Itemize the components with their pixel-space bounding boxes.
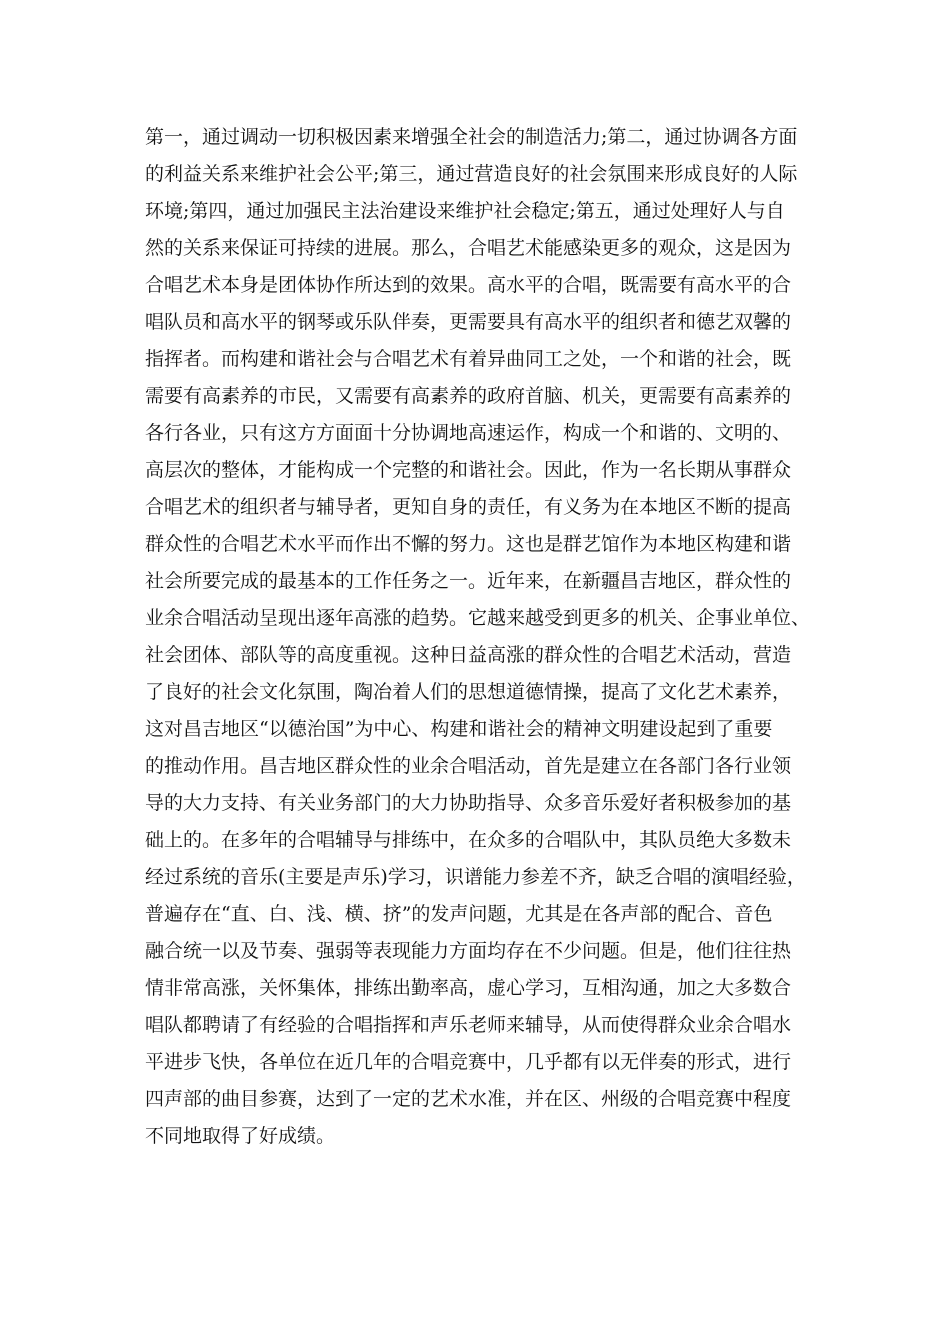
text-line: 各行各业，只有这方方面面十分协调地高速运作，构成一个和谐的、文明的、 (145, 422, 792, 444)
text-line: 社会团体、部队等的高度重视。这种日益高涨的群众性的合唱艺术活动，营造 (145, 644, 792, 666)
text-line: 唱队员和高水平的钢琴或乐队伴奏，更需要具有高水平的组织者和德艺双馨的 (145, 311, 792, 333)
text-line: 高层次的整体，才能构成一个完整的和谐社会。因此，作为一名长期从事群众 (145, 459, 792, 481)
text-line: 第一，通过调动一切积极因素来增强全社会的制造活力;第二，通过协调各方面 (145, 126, 798, 148)
text-line: 群众性的合唱艺术水平而作出不懈的努力。这也是群艺馆作为本地区构建和谐 (145, 533, 792, 555)
text-line: 环境;第四，通过加强民主法治建设来维护社会稳定;第五，通过处理好人与自 (145, 200, 785, 222)
text-line: 经过系统的音乐(主要是声乐)学习，识谱能力参差不齐，缺乏合唱的演唱经验， (145, 866, 806, 888)
text-line: 社会所要完成的最基本的工作任务之一。近年来，在新疆昌吉地区，群众性的 (145, 570, 792, 592)
text-line: 了良好的社会文化氛围，陶冶着人们的思想道德情操，提高了文化艺术素养， (145, 681, 792, 703)
text-line: 这对昌吉地区“以德治国”为中心、构建和谐社会的精神文明建设起到了重要 (145, 718, 773, 740)
text-line: 平进步飞快，各单位在近几年的合唱竞赛中，几乎都有以无伴奏的形式，进行 (145, 1051, 792, 1073)
text-line: 导的大力支持、有关业务部门的大力协助指导、众多音乐爱好者积极参加的基 (145, 792, 792, 814)
text-line: 合唱艺术本身是团体协作所达到的效果。高水平的合唱，既需要有高水平的合 (145, 274, 792, 296)
text-line: 合唱艺术的组织者与辅导者，更知自身的责任，有义务为在本地区不断的提高 (145, 496, 792, 518)
text-line: 础上的。在多年的合唱辅导与排练中，在众多的合唱队中，其队员绝大多数未 (145, 829, 792, 851)
text-line: 的推动作用。昌吉地区群众性的业余合唱活动，首先是建立在各部门各行业领 (145, 755, 792, 777)
text-line: 融合统一以及节奏、强弱等表现能力方面均存在不少问题。但是，他们往往热 (145, 940, 792, 962)
text-line: 不同地取得了好成绩。 (145, 1125, 336, 1147)
text-line: 四声部的曲目参赛，达到了一定的艺术水准，并在区、州级的合唱竞赛中程度 (145, 1088, 792, 1110)
text-line: 情非常高涨，关怀集体，排练出勤率高，虚心学习，互相沟通，加之大多数合 (145, 977, 792, 999)
text-line: 指挥者。而构建和谐社会与合唱艺术有着异曲同工之处，一个和谐的社会，既 (145, 348, 792, 370)
text-line: 需要有高素养的市民，又需要有高素养的政府首脑、机关，更需要有高素养的 (145, 385, 792, 407)
text-line: 唱队都聘请了有经验的合唱指挥和声乐老师来辅导，从而使得群众业余合唱水 (145, 1014, 792, 1036)
text-line: 业余合唱活动呈现出逐年高涨的趋势。它越来越受到更多的机关、企事业单位、 (145, 607, 811, 629)
body-paragraph (145, 119, 825, 1155)
text-line: 普遍存在“直、白、浅、横、挤”的发声问题，尤其是在各声部的配合、音色 (145, 903, 773, 925)
text-line: 的利益关系来维护社会公平;第三，通过营造良好的社会氛围来形成良好的人际 (145, 163, 798, 185)
text-line: 然的关系来保证可持续的进展。那么，合唱艺术能感染更多的观众，这是因为 (145, 237, 792, 259)
